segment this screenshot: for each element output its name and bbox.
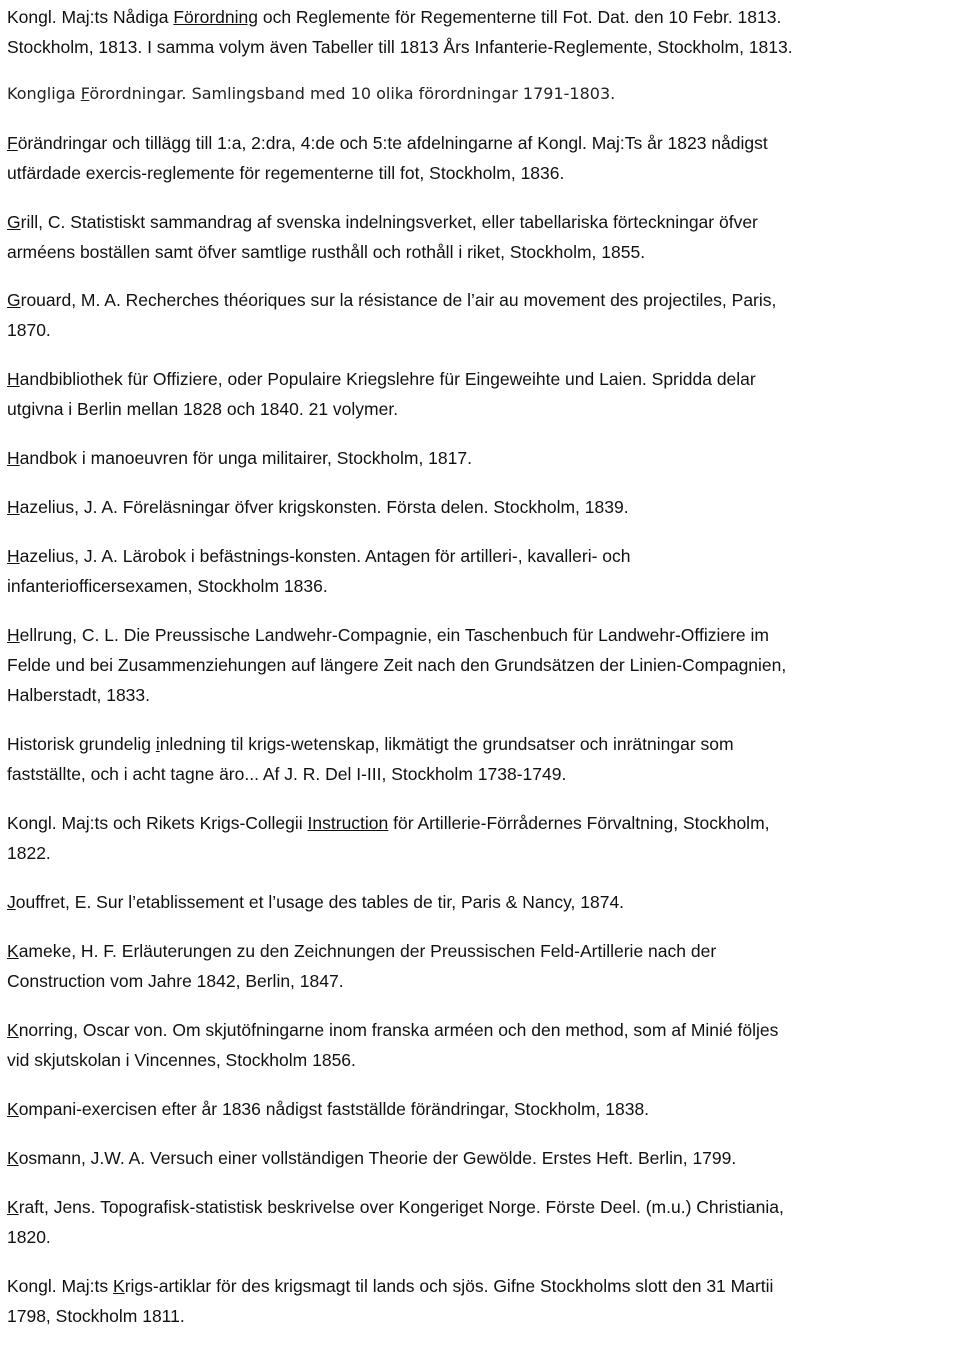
- entry-line: [7, 32, 793, 62]
- entry-line: [7, 571, 631, 601]
- entry-line: [7, 966, 716, 996]
- underlined-text: Instruction: [307, 813, 389, 833]
- entry-line: [7, 1222, 784, 1252]
- underlined-text: K: [7, 941, 19, 961]
- bibliography-entry: [7, 2, 793, 62]
- line-text: örändringar och tillägg till 1:a, 2:dra, 4:de och 5:te afdelningarne af Kongl. Maj:Ts år 1823 nådigst: [17, 133, 768, 153]
- line-text: utgivna i Berlin mellan 1828 och 1840. 21 volymer.: [7, 399, 399, 419]
- entry-line: [7, 838, 770, 868]
- line-text: osmann, J.W. A. Versuch einer vollständigen Theorie der Gewölde. Erstes Heft. Berlin, 1799.: [18, 1148, 737, 1168]
- line-text: Kongliga: [7, 84, 81, 103]
- line-text: ouffret, E. Sur l’etablissement et l’usage des tables de tir, Paris & Nancy, 1874.: [15, 892, 625, 912]
- bibliography-entry: [7, 729, 734, 789]
- entry-line: [7, 443, 472, 473]
- bibliography-entry: [7, 1094, 649, 1124]
- entry-line: [7, 492, 629, 522]
- bibliography-entry: [7, 1015, 778, 1075]
- entry-line: [7, 1143, 736, 1173]
- entry-line: [7, 237, 758, 267]
- line-text: infanteriofficersexamen, Stockholm 1836.: [7, 576, 328, 596]
- underlined-text: K: [7, 1197, 19, 1217]
- bibliography-entry: [7, 207, 758, 267]
- bibliography-entry: [7, 620, 786, 710]
- underlined-text: i: [155, 734, 160, 754]
- line-text: 1820.: [7, 1227, 51, 1247]
- entry-line: [7, 1094, 649, 1124]
- bibliography-entry: [7, 443, 472, 473]
- entry-line: [7, 285, 776, 315]
- bibliography-entry: [7, 808, 770, 868]
- bibliography-entry: [7, 492, 629, 522]
- entry-line: [7, 158, 768, 188]
- entry-line: [7, 79, 615, 109]
- bibliography-entry: [7, 1143, 736, 1173]
- line-text: Kongl. Maj:ts och Rikets Krigs-Collegii: [7, 813, 308, 833]
- underlined-text: F: [7, 133, 18, 153]
- entry-line: [7, 1015, 778, 1045]
- underlined-text: H: [7, 546, 20, 566]
- bibliography-entry: [7, 1192, 784, 1252]
- entry-line: [7, 1045, 778, 1075]
- entry-line: [7, 887, 624, 917]
- entry-line: [7, 650, 786, 680]
- entry-line: [7, 541, 631, 571]
- line-text: Halberstadt, 1833.: [7, 685, 151, 705]
- underlined-text: K: [113, 1276, 125, 1296]
- line-text: rill, C. Statistiskt sammandrag af svenska indelningsverket, eller tabellariska förteckningar öfver: [20, 212, 758, 232]
- line-text: arméens boställen samt öfver samtlige rusthåll och rothåll i riket, Stockholm, 1855.: [7, 242, 646, 262]
- line-text: 1798, Stockholm 1811.: [7, 1306, 185, 1326]
- line-text: andbibliothek für Offiziere, oder Populaire Kriegslehre für Eingeweihte und Laien. Spridda delar: [19, 369, 756, 389]
- line-text: norring, Oscar von. Om skjutöfningarne inom franska arméen och den method, som af Minié följes: [18, 1020, 779, 1040]
- line-text: Stockholm, 1813. I samma volym även Tabeller till 1813 Års Infanterie-Reglemente, Stockholm, 1813.: [7, 37, 793, 57]
- line-text: utfärdade exercis-reglemente för regementerne till fot, Stockholm, 1836.: [7, 163, 565, 183]
- bibliography-entry: [7, 887, 624, 917]
- underlined-text: H: [7, 448, 20, 468]
- underlined-text: K: [7, 1148, 19, 1168]
- line-text: andbok i manoeuvren för unga militairer, Stockholm, 1817.: [19, 448, 472, 468]
- entry-line: [7, 808, 770, 838]
- line-text: Historisk grundelig: [7, 734, 156, 754]
- entry-line: [7, 729, 734, 759]
- entry-line: [7, 315, 776, 345]
- entry-line: [7, 128, 768, 158]
- bibliography-entry: [7, 285, 776, 345]
- bibliography-entry: [7, 1271, 773, 1331]
- line-text: för Artillerie-Förrådernes Förvaltning, Stockholm,: [388, 813, 770, 833]
- underlined-text: K: [7, 1099, 19, 1119]
- bibliography-entry: [7, 364, 756, 424]
- underlined-text: G: [7, 290, 21, 310]
- entry-line: [7, 936, 716, 966]
- entry-line: [7, 2, 793, 32]
- line-text: azelius, J. A. Lärobok i befästnings-konsten. Antagen för artilleri-, kavalleri- och: [19, 546, 631, 566]
- entry-line: [7, 1271, 773, 1301]
- entry-line: [7, 364, 756, 394]
- entry-line: [7, 207, 758, 237]
- entry-line: [7, 1192, 784, 1222]
- line-text: fastställte, och i acht tagne äro... Af J. R. Del I-III, Stockholm 1738-1749.: [7, 764, 567, 784]
- underlined-text: H: [7, 497, 20, 517]
- bibliography-entry: [7, 128, 768, 188]
- line-text: vid skjutskolan i Vincennes, Stockholm 1856.: [7, 1050, 356, 1070]
- entry-line: [7, 620, 786, 650]
- line-text: örordningar. Samlingsband med 10 olika förordningar 1791-1803.: [89, 84, 616, 103]
- bibliography-entry: [7, 541, 631, 601]
- entry-line: [7, 394, 756, 424]
- entry-line: [7, 1301, 773, 1331]
- line-text: nledning til krigs-wetenskap, likmätigt the grundsatser och inrätningar som: [159, 734, 734, 754]
- line-text: raft, Jens. Topografisk-statistisk beskrivelse over Kongeriget Norge. Förste Deel. (m.u.) Christiania,: [18, 1197, 784, 1217]
- line-text: Kongl. Maj:ts Nådiga: [7, 7, 174, 27]
- entry-line: [7, 680, 786, 710]
- line-text: ellrung, C. L. Die Preussische Landwehr-Compagnie, ein Taschenbuch für Landwehr-Offiziere im: [19, 625, 769, 645]
- line-text: och Reglemente för Regementerne till Fot. Dat. den 10 Febr. 1813.: [257, 7, 782, 27]
- bibliography-entry: [7, 936, 716, 996]
- underlined-text: J: [7, 892, 16, 912]
- underlined-text: G: [7, 212, 21, 232]
- entry-line: [7, 759, 734, 789]
- line-text: Kongl. Maj:ts: [7, 1276, 114, 1296]
- line-text: ompani-exercisen efter år 1836 nådigst fastställde förändringar, Stockholm, 1838.: [18, 1099, 650, 1119]
- underlined-text: Förordning: [173, 7, 258, 27]
- underlined-text: H: [7, 369, 20, 389]
- line-text: Felde und bei Zusammenziehungen auf längere Zeit nach den Grundsätzen der Linien-Compagnien,: [7, 655, 787, 675]
- line-text: Construction vom Jahre 1842, Berlin, 1847.: [7, 971, 344, 991]
- underlined-text: K: [7, 1020, 19, 1040]
- underlined-text: F: [80, 84, 90, 103]
- line-text: rigs-artiklar för des krigsmagt til lands och sjös. Gifne Stockholms slott den 31 Martii: [124, 1276, 774, 1296]
- line-text: rouard, M. A. Recherches théoriques sur la résistance de l’air au movement des projectiles, Paris,: [20, 290, 777, 310]
- line-text: 1870.: [7, 320, 51, 340]
- bibliography-entry: [7, 79, 615, 109]
- line-text: azelius, J. A. Föreläsningar öfver krigskonsten. Första delen. Stockholm, 1839.: [19, 497, 629, 517]
- underlined-text: H: [7, 625, 20, 645]
- line-text: ameke, H. F. Erläuterungen zu den Zeichnungen der Preussischen Feld-Artillerie nach der: [18, 941, 717, 961]
- line-text: 1822.: [7, 843, 51, 863]
